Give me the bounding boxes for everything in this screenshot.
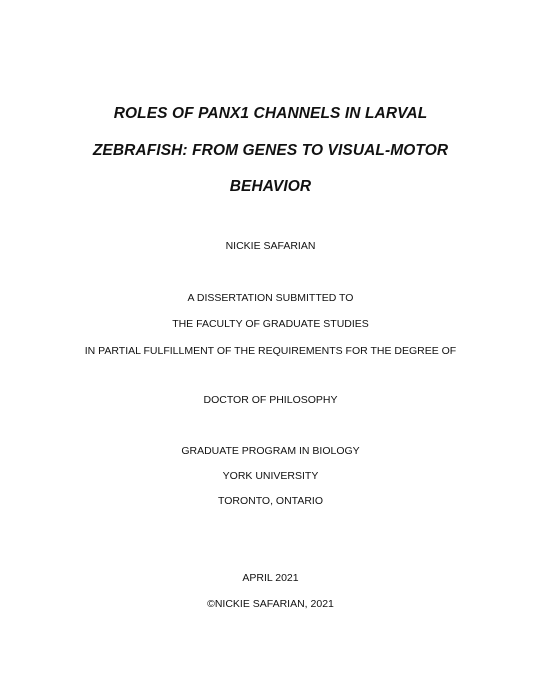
copyright-notice: ©NICKIE SAFARIAN, 2021 [207, 598, 334, 610]
degree-name: DOCTOR OF PHILOSOPHY [203, 394, 338, 406]
thesis-title-line-2: ZEBRAFISH: FROM GENES TO VISUAL-MOTOR [92, 142, 449, 159]
author-name: NICKIE SAFARIAN [225, 240, 316, 252]
submission-line-2: THE FACULTY OF GRADUATE STUDIES [172, 318, 369, 330]
university-location: TORONTO, ONTARIO [217, 495, 323, 507]
submission-line-3: IN PARTIAL FULFILLMENT OF THE REQUIREMENTS FOR THE DEGREE OF [84, 345, 457, 357]
graduate-program: GRADUATE PROGRAM IN BIOLOGY [181, 445, 360, 457]
thesis-title-line-3: BEHAVIOR [229, 178, 312, 195]
submission-line-1: A DISSERTATION SUBMITTED TO [187, 292, 354, 304]
submission-date: APRIL 2021 [242, 572, 299, 584]
university-name: YORK UNIVERSITY [222, 470, 319, 482]
thesis-title-line-1: ROLES OF PANX1 CHANNELS IN LARVAL [113, 105, 428, 122]
